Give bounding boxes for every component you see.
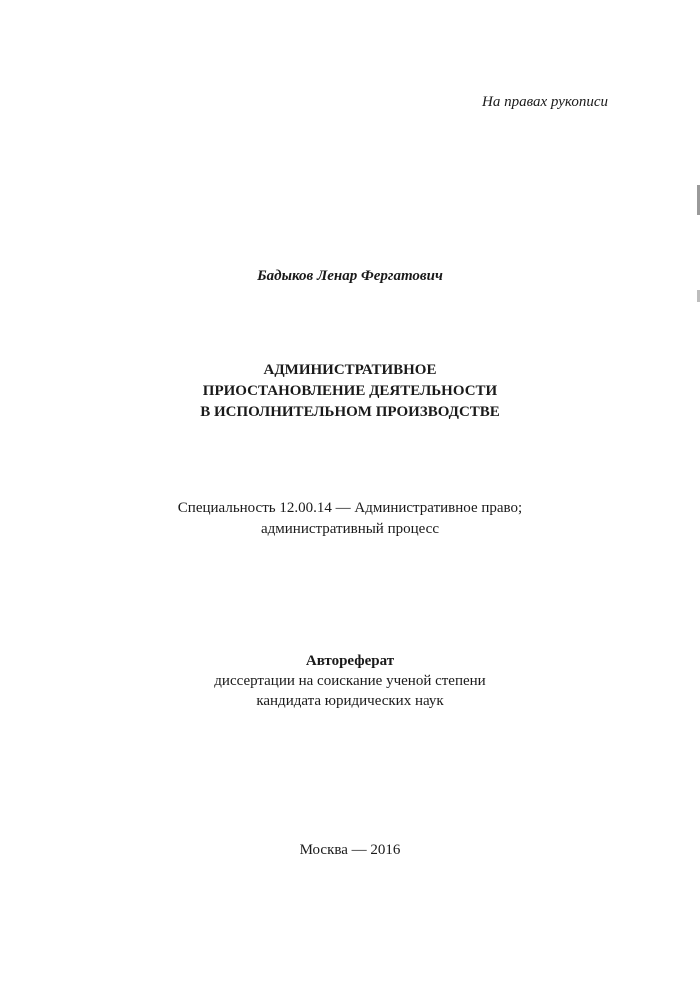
specialty-line: административный процесс bbox=[261, 521, 439, 537]
specialty-block bbox=[0, 498, 700, 540]
abstract-block bbox=[0, 651, 700, 711]
abstract-line: диссертации на соискание ученой степени bbox=[214, 673, 486, 689]
place-and-year: Москва — 2016 bbox=[299, 842, 401, 858]
dissertation-title bbox=[0, 360, 700, 423]
abstract-line: кандидата юридических наук bbox=[256, 693, 444, 709]
title-line: АДМИНИСТРАТИВНОЕ bbox=[263, 362, 437, 378]
abstract-heading: Автореферат bbox=[305, 653, 395, 669]
title-line: В ИСПОЛНИТЕЛЬНОМ ПРОИЗВОДСТВЕ bbox=[200, 404, 500, 420]
title-line: ПРИОСТАНОВЛЕНИЕ ДЕЯТЕЛЬНОСТИ bbox=[202, 383, 498, 399]
rights-notice: На правах рукописи bbox=[482, 94, 608, 110]
author-name: Бадыков Ленар Фергатович bbox=[257, 268, 443, 284]
specialty-line: Специальность 12.00.14 — Административное право; bbox=[177, 500, 523, 516]
